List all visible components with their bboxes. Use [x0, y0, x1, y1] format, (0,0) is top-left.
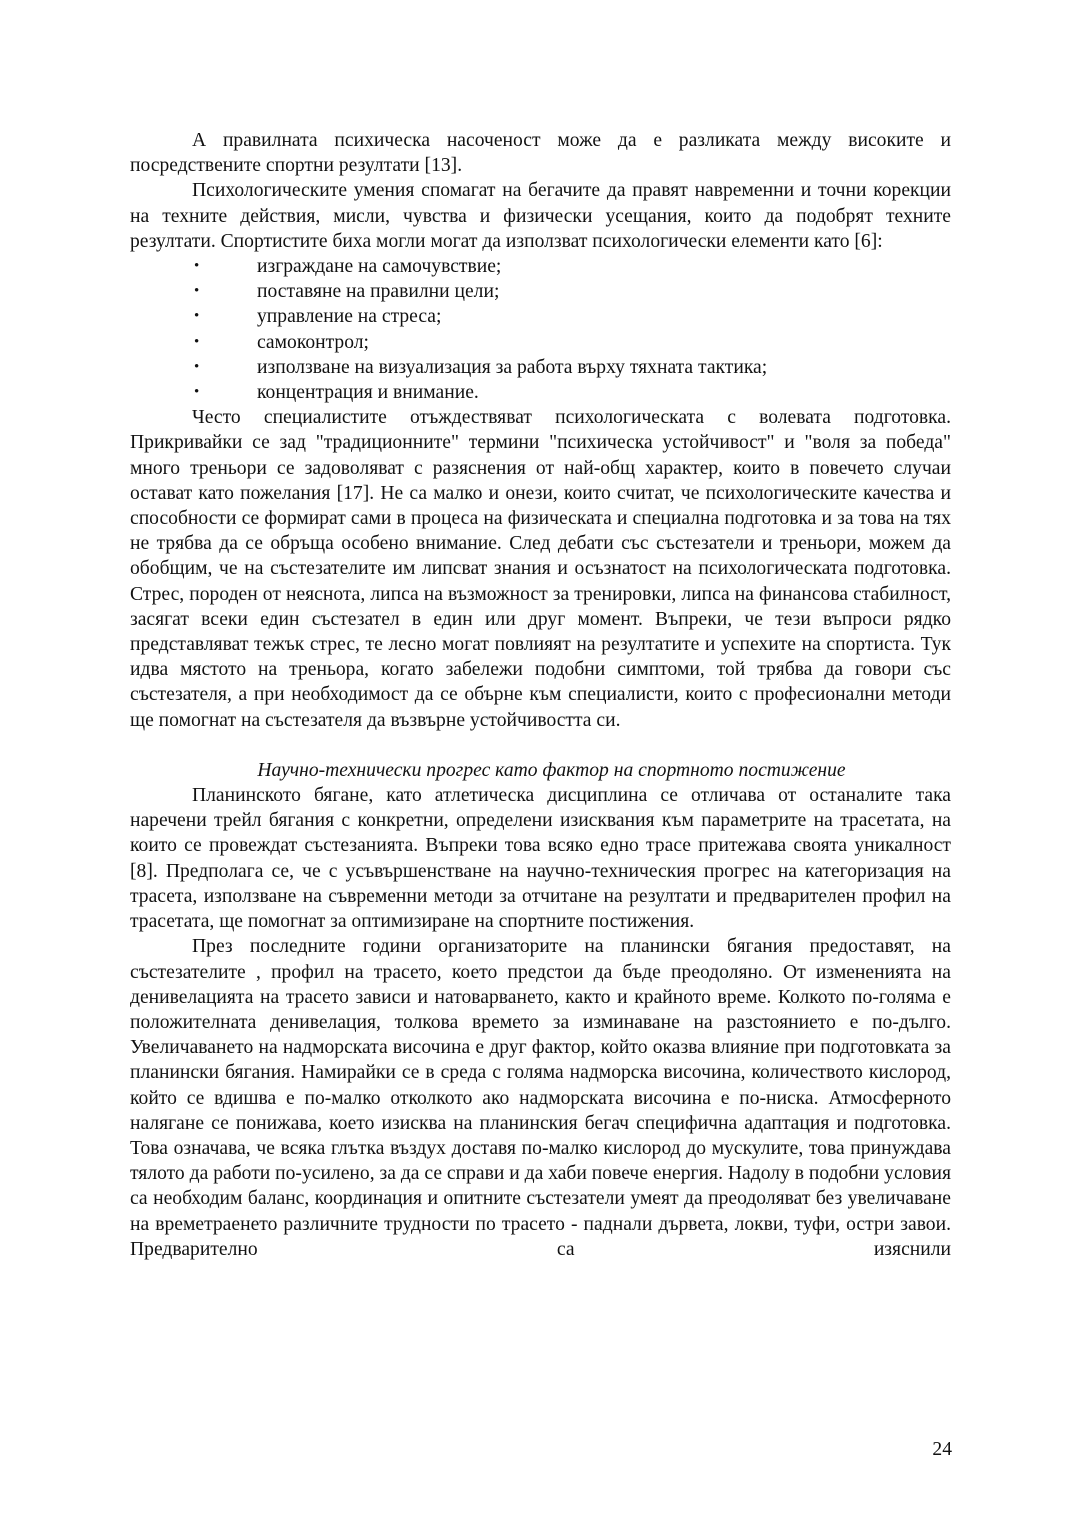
list-item-text: поставяне на правилни цели;	[257, 281, 500, 303]
list-item	[130, 355, 951, 380]
bullet-icon: •	[194, 384, 200, 401]
list-item	[130, 304, 951, 329]
bullet-icon: •	[194, 308, 200, 325]
page-body	[130, 128, 951, 1262]
bullet-icon: •	[194, 358, 200, 375]
bullet-list	[130, 254, 951, 405]
list-item-text: използване на визуализация за работа върху тяхната тактика;	[257, 356, 768, 378]
paragraph-4: Планинското бягане, като атлетическа дисциплина се отличава от останалите така наречени трейл бягания с конкретни, определени изисквания към параметрите на трасетата, на които се провеждат състезанията. Въпреки това всяко едно трасе притежава своята уникалност [8]. Предполага се, че с усъвършенстване на научно-техническия прогрес на категоризация на трасета, използване на съвременни методи за отчитане на резултати и предварителен профил на трасетата, ще помогнат за оптимизиране на спортните постижения.	[130, 785, 951, 933]
paragraph-1: А правилната психическа насоченост може да е разликата между високите и посредствените спортни резултати [13].	[130, 130, 951, 177]
list-item	[130, 380, 951, 405]
list-item-text: изграждане на самочувствие;	[257, 256, 502, 278]
section-heading: Научно-технически прогрес като фактор на спортното постижение	[257, 759, 846, 781]
paragraph-3: Често специалистите отъждествяват психологическата с волевата подготовка. Прикривайки се зад "традиционните" термини "психическа устойчивост" и "воля за победа" много треньори се задоволяват с разяснения от най-общ характер, които в повечето случаи остават като пожелания [17]. Не са малко и онези, които считат, че психологическите качества и способности се формират сами в процеса на физическата и специална подготовка и за това на тях не трябва да се обръща особено внимание. След дебати със състезатели и треньори, можем да обобщим, че на състезателите им липсват знания и осъзнатост на психологическата подготовка. Стрес, породен от неяснота, липса на възможност за тренировки, липса на финансова стабилност, засягат всеки един състезател в един или друг момент. Въпреки, че тези въпроси рядко представляват тежък стрес, те лесно могат повлияят на резултатите и успехите на спортиста. Тук идва мястото на треньора, когато забележи подобни симптоми, той трябва да говори със състезателя, а при необходимост да се обърне към специалисти, които с професионални методи ще помогнат на състезателя да възвърне устойчивостта си.	[130, 407, 951, 731]
list-item	[130, 279, 951, 304]
list-item-text: самоконтрол;	[257, 331, 369, 353]
list-item	[130, 254, 951, 279]
paragraph-2: Психологическите умения спомагат на бегачите да правят навременни и точни корекции на техните действия, мисли, чувства и физически усещания, които да подобрят техните резултати. Спортистите биха могли могат да използват психологически елементи като [6]:	[130, 180, 951, 252]
bullet-icon: •	[194, 258, 200, 275]
bullet-icon: •	[194, 333, 200, 350]
bullet-icon: •	[194, 283, 200, 300]
paragraph-5: През последните години организаторите на планински бягания предоставят, на състезателите , профил на трасето, което предстои да бъде преодоляно. От измененията на денивелацията на трасето зависи и натоварването, както и крайното време. Колкото по-голяма е положителната денивелация, толкова времето за изминаване на разстоянието е по-дълго. Увеличаването на надморската височина е друг фактор, който оказва влияние при подготовката за планински бягания. Намирайки се в среда с голяма надморска височина, количеството кислород, който се вдишва е по-малко отколкото ако надморската височина е по-ниска. Атмосферното налягане се понижава, което изисква на планинския бегач специфична адаптация и подготовка. Това означава, че всяка глътка въздух доставя по-малко кислород до мускулите, това принуждава тялото да работи по-усилено, за да се справи и да хаби повече енергия. Надолу в подобни условия са необходим баланс, координация и опитните състезатели умеят да преодоляват без увеличаване на времетраенето различните трудности по трасето - паднали дървета, локви, туфи, остри завои. Предварително са изяснили	[130, 936, 951, 1260]
page-number: 24	[932, 1439, 952, 1460]
list-item	[130, 330, 951, 355]
list-item-text: управление на стреса;	[257, 306, 442, 328]
list-item-text: концентрация и внимание.	[257, 382, 479, 404]
